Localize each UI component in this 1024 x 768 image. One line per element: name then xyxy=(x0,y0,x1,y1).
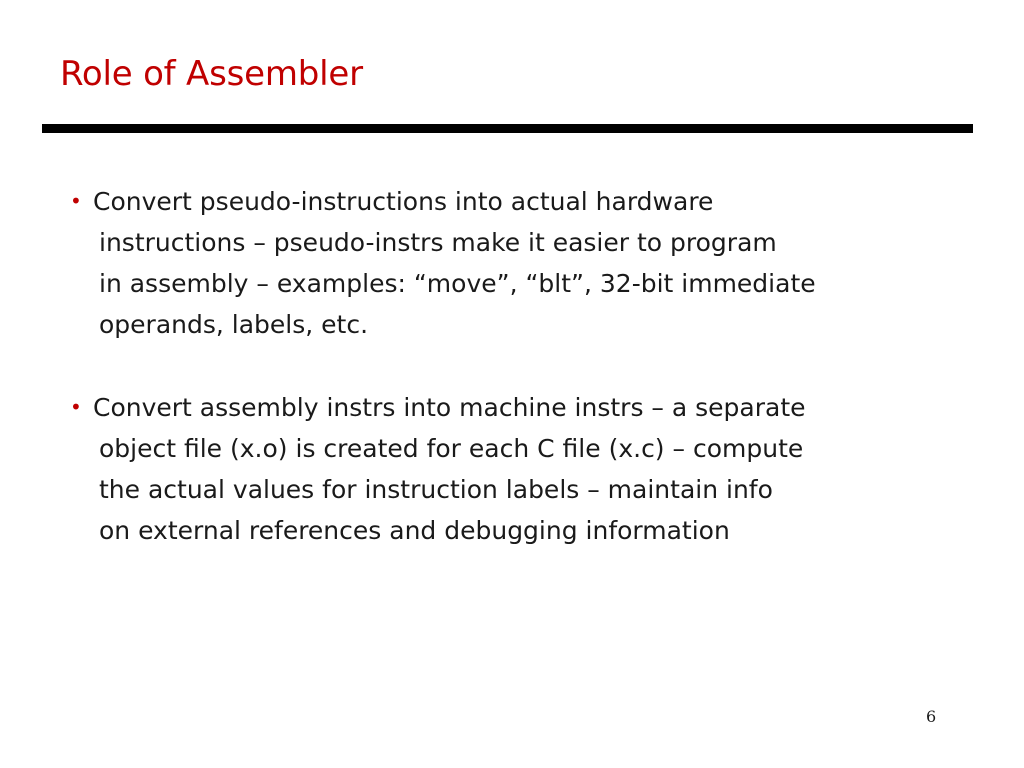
bullet-item-1 xyxy=(70,181,970,345)
bullet-line xyxy=(70,469,970,510)
title-divider xyxy=(42,124,973,133)
bullet-text: instructions – pseudo-instrs make it easier to program xyxy=(99,228,777,257)
bullet-text: operands, labels, etc. xyxy=(99,310,369,339)
bullet-text: Convert pseudo-instructions into actual hardware xyxy=(93,187,714,216)
bullet-line xyxy=(70,222,970,263)
bullet-text: the actual values for instruction labels – maintain info xyxy=(99,475,773,504)
page-number: 6 xyxy=(926,707,937,726)
bullet-item-2 xyxy=(70,387,970,551)
bullet-dot-icon: • xyxy=(70,395,82,419)
bullet-dot-icon: • xyxy=(70,189,82,213)
bullet-line xyxy=(70,263,970,304)
bullet-line xyxy=(70,428,970,469)
bullet-text: in assembly – examples: “move”, “blt”, 32-bit immediate xyxy=(99,269,816,298)
bullet-text: on external references and debugging information xyxy=(99,516,730,545)
bullet-line xyxy=(70,510,970,551)
slide-title: Role of Assembler xyxy=(60,54,363,94)
bullet-text: Convert assembly instrs into machine instrs – a separate xyxy=(93,393,806,422)
bullet-line xyxy=(70,304,970,345)
bullet-line xyxy=(70,181,970,222)
bullet-line xyxy=(70,387,970,428)
bullet-text: object file (x.o) is created for each C file (x.c) – compute xyxy=(99,434,804,463)
